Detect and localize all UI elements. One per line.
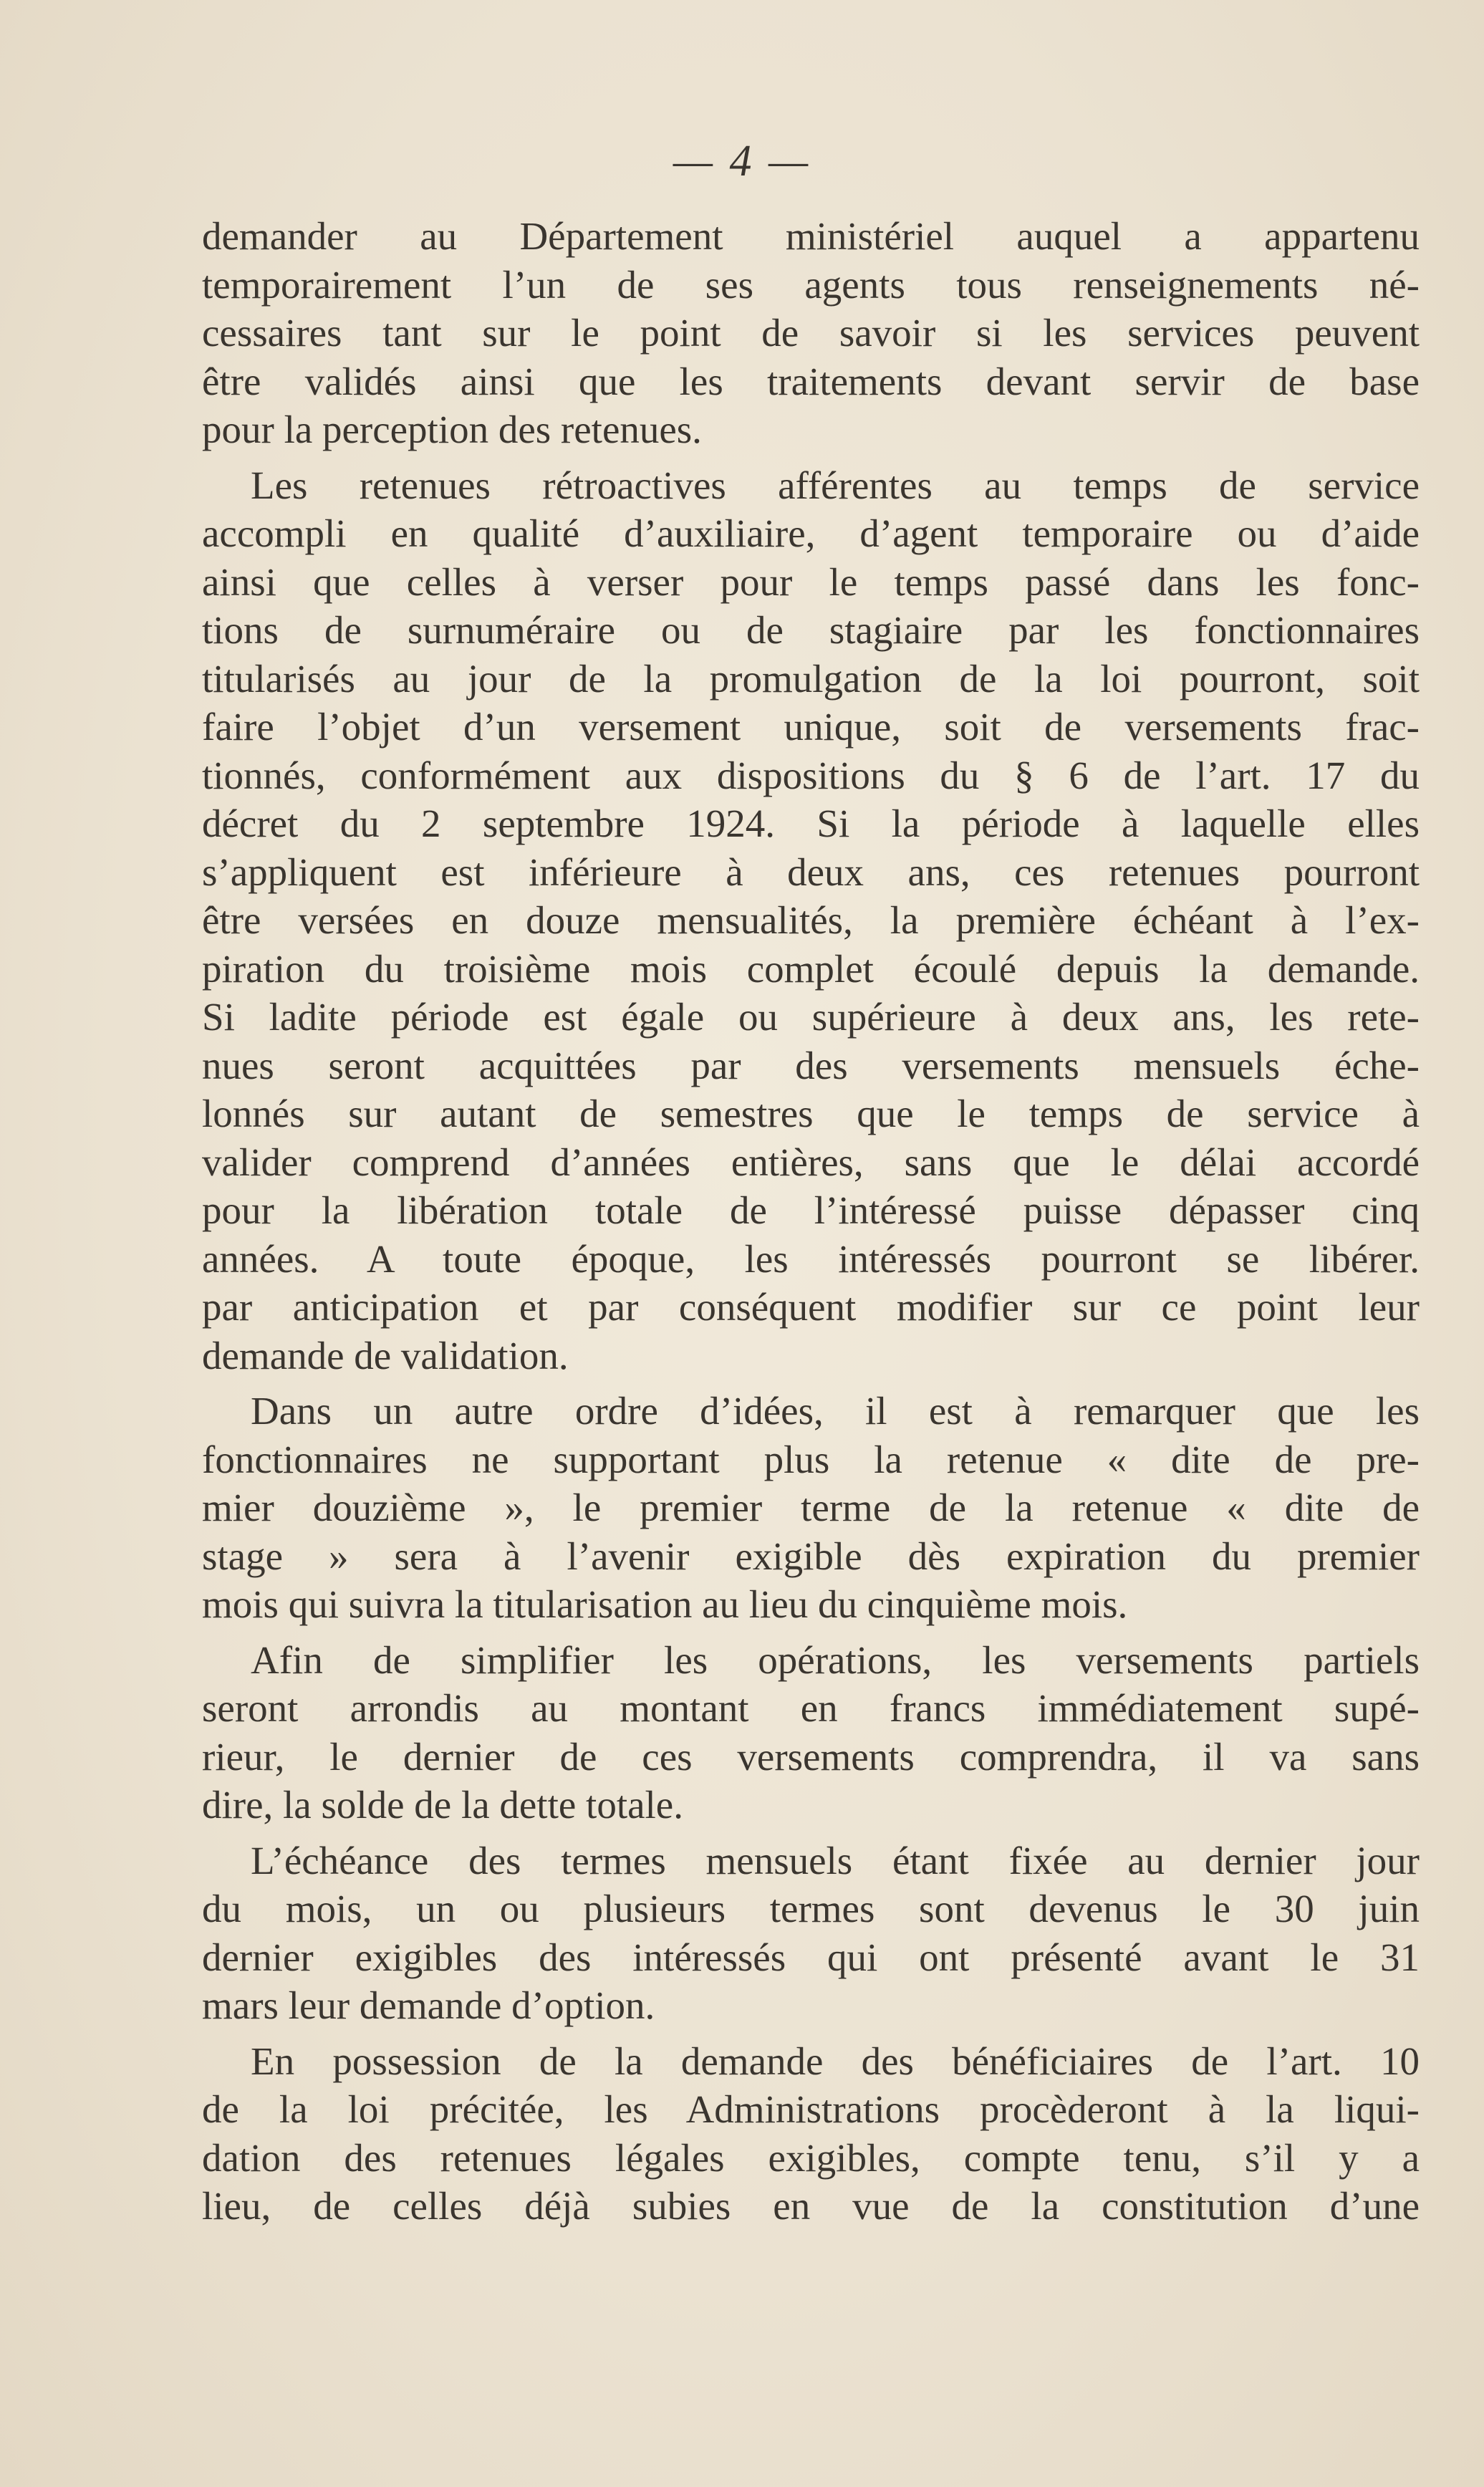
text-line: pour la perception des retenues. [202,408,702,451]
text-line: rieur, le dernier de ces versements comprendra, il va sans [202,1734,1420,1779]
text-line: dire, la solde de la dette totale. [202,1783,683,1827]
text-line: nues seront acquittées par des versements mensuels éche- [202,1043,1420,1087]
text-line: être versées en douze mensualités, la première échéant à l’ex- [202,898,1420,942]
page-number: — 4 — [673,137,811,186]
text-line: ainsi que celles à verser pour le temps passé dans les fonc- [202,559,1420,604]
text-line: tions de surnuméraire ou de stagiaire par les fonctionnaires [202,608,1420,652]
text-line: valider comprend d’années entières, sans que le délai accordé [202,1140,1420,1184]
text-line: cessaires tant sur le point de savoir si les services peuvent [202,311,1420,355]
text-line: être validés ainsi que les traitements devant servir de base [202,359,1420,403]
text-line: En possession de la demande des bénéficiaires de l’art. 10 [251,2039,1420,2083]
text-line: années. A toute époque, les intéressés pourront se libérer. [202,1236,1420,1281]
body-text [202,212,1420,2231]
text-line: Dans un autre ordre d’idées, il est à remarquer que les [251,1389,1420,1433]
paragraph [202,461,1420,1380]
text-line: demande de validation. [202,1333,569,1377]
text-line: dernier exigibles des intéressés qui ont présenté avant le 31 [202,1935,1420,1979]
paragraph [202,212,1420,454]
text-line: s’appliquent est inférieure à deux ans, ces retenues pourront [202,850,1420,894]
paragraph [202,1837,1420,2030]
text-line: stage » sera à l’avenir exigible dès expiration du premier [202,1534,1420,1578]
paragraph [202,2037,1420,2231]
text-line: Les retenues rétroactives afférentes au temps de service [251,463,1420,507]
text-line: dation des retenues légales exigibles, compte tenu, s’il y a [202,2135,1420,2180]
text-line: de la loi précitée, les Administrations procèderont à la liqui- [202,2087,1420,2131]
text-line: par anticipation et par conséquent modifier sur ce point leur [202,1285,1420,1329]
text-line: mier douzième », le premier terme de la retenue « dite de [202,1486,1420,1529]
text-line: Afin de simplifier les opérations, les versements partiels [251,1637,1420,1682]
text-line: demander au Département ministériel auquel a appartenu [202,214,1420,258]
text-line: pour la libération totale de l’intéressé puisse dépasser cinq [202,1188,1420,1232]
text-line: lonnés sur autant de semestres que le temps de service à [202,1092,1420,1135]
text-line: tionnés, conformément aux dispositions du § 6 de l’art. 17 du [202,753,1420,797]
text-line: décret du 2 septembre 1924. Si la période à laquelle elles [202,802,1420,845]
paragraph [202,1636,1420,1829]
text-line: accompli en qualité d’auxiliaire, d’agent temporaire ou d’aide [202,511,1420,555]
text-line: temporairement l’un de ses agents tous renseignements né- [202,262,1420,307]
text-line: du mois, un ou plusieurs termes sont devenus le 30 juin [202,1887,1420,1930]
paragraph [202,1387,1420,1629]
text-line: L’échéance des termes mensuels étant fixée au dernier jour [251,1838,1420,1882]
text-line: mars leur demande d’option. [202,1983,655,2027]
text-line: seront arrondis au montant en francs immédiatement supé- [202,1686,1420,1730]
text-line: fonctionnaires ne supportant plus la retenue « dite de pre- [202,1437,1420,1481]
text-line: titularisés au jour de la promulgation de la loi pourront, soit [202,656,1420,701]
text-line: faire l’objet d’un versement unique, soit de versements frac- [202,705,1420,749]
text-line: lieu, de celles déjà subies en vue de la constitution d’une [202,2184,1420,2228]
text-line: Si ladite période est égale ou supérieure à deux ans, les rete- [202,995,1420,1039]
text-line: mois qui suivra la titularisation au lieu du cinquième mois. [202,1582,1128,1626]
text-line: piration du troisième mois complet écoulé depuis la demande. [202,946,1420,991]
